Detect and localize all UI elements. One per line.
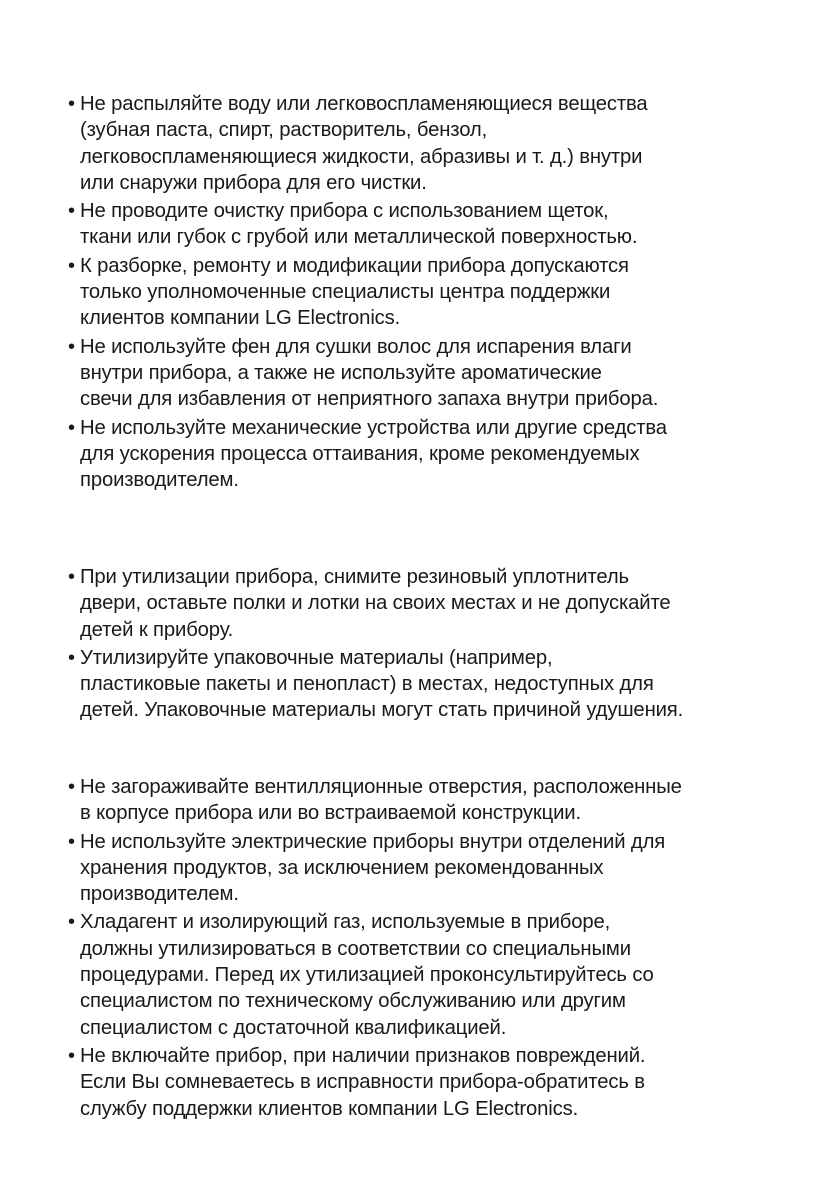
bullet-icon: • (68, 776, 75, 798)
text-line: должны утилизироваться в соответствии со специальными (80, 937, 631, 960)
bullet-item (68, 1043, 808, 1122)
text-line: службу поддержки клиентов компании LG Electronics. (80, 1097, 579, 1120)
text-line: внутри прибора, а также не используйте ароматические (80, 361, 602, 384)
text-line: производителем. (80, 883, 239, 906)
bullet-icon: • (68, 911, 75, 934)
text-line: для ускорения процесса оттаивания, кроме рекомендуемых (80, 442, 640, 465)
text-line: Если Вы сомневаетесь в исправности прибора-обратитесь в (80, 1071, 645, 1094)
text-line: пластиковые пакеты и пенопласт) в местах, недоступных для (80, 673, 654, 696)
bullet-item (68, 774, 808, 827)
bullet-icon: • (68, 566, 75, 588)
bullet-icon: • (68, 416, 75, 439)
bullet-item (68, 91, 808, 196)
bullet-item (68, 829, 808, 908)
text-line: хранения продуктов, за исключением рекомендованных (80, 856, 604, 879)
bullet-icon: • (68, 254, 75, 277)
bullet-icon: • (68, 335, 75, 358)
text-line: клиентов компании LG Electronics. (80, 307, 401, 330)
text-line: детей. Упаковочные материалы могут стать причиной удушения. (80, 699, 684, 722)
text-line: Не распыляйте воду или легковоспламеняющиеся вещества (80, 93, 648, 115)
bullet-item (68, 334, 808, 413)
text-line: в корпусе прибора или во встраиваемой конструкции. (80, 802, 581, 825)
text-line: только уполномоченные специалисты центра поддержки (80, 281, 611, 304)
bullet-icon: • (68, 200, 75, 223)
text-line: Не используйте механические устройства или другие средства (80, 416, 667, 439)
bullet-item (68, 253, 808, 332)
disposal-warnings-group (68, 564, 808, 726)
bullet-item (68, 415, 808, 494)
bullet-list (68, 564, 808, 724)
bullet-list (68, 91, 808, 493)
bullet-item (68, 909, 808, 1040)
operation-warnings-group (68, 774, 808, 1124)
text-line: или снаружи прибора для его чистки. (80, 171, 427, 194)
text-line: При утилизации прибора, снимите резиновый уплотнитель (80, 566, 629, 588)
text-line: (зубная паста, спирт, растворитель, бензол, (80, 119, 488, 142)
text-line: процедурами. Перед их утилизацией проконсультируйтесь со (80, 964, 654, 987)
bullet-item (68, 645, 808, 724)
text-line: специалистом по техническому обслуживанию или другим (80, 990, 626, 1013)
text-line: Утилизируйте упаковочные материалы (например, (80, 646, 553, 669)
text-line: Не включайте прибор, при наличии признаков повреждений. (80, 1044, 646, 1067)
text-line: двери, оставьте полки и лотки на своих местах и не допускайте (80, 592, 671, 615)
bullet-item (68, 198, 808, 251)
bullet-icon: • (68, 646, 75, 669)
text-line: производителем. (80, 469, 239, 492)
text-line: специалистом с достаточной квалификацией. (80, 1016, 507, 1039)
text-line: Не проводите очистку прибора с использованием щеток, (80, 200, 609, 223)
text-line: свечи для избавления от неприятного запаха внутри прибора. (80, 388, 659, 411)
text-line: детей к прибору. (80, 618, 234, 641)
text-line: Хладагент и изолирующий газ, используемые в приборе, (80, 911, 611, 934)
bullet-icon: • (68, 93, 75, 115)
bullet-item (68, 564, 808, 643)
text-line: Не используйте фен для сушки волос для испарения влаги (80, 335, 632, 358)
text-line: легковоспламеняющиеся жидкости, абразивы и т. д.) внутри (80, 145, 643, 168)
text-line: Не используйте электрические приборы внутри отделений для (80, 830, 666, 853)
cleaning-warnings-group (68, 91, 808, 495)
bullet-list (68, 774, 808, 1122)
bullet-icon: • (68, 830, 75, 853)
text-line: Не загораживайте вентилляционные отверстия, расположенные (80, 776, 682, 798)
bullet-icon: • (68, 1044, 75, 1067)
text-line: К разборке, ремонту и модификации прибора допускаются (80, 254, 629, 277)
text-line: ткани или губок с грубой или металлической поверхностью. (80, 226, 638, 249)
